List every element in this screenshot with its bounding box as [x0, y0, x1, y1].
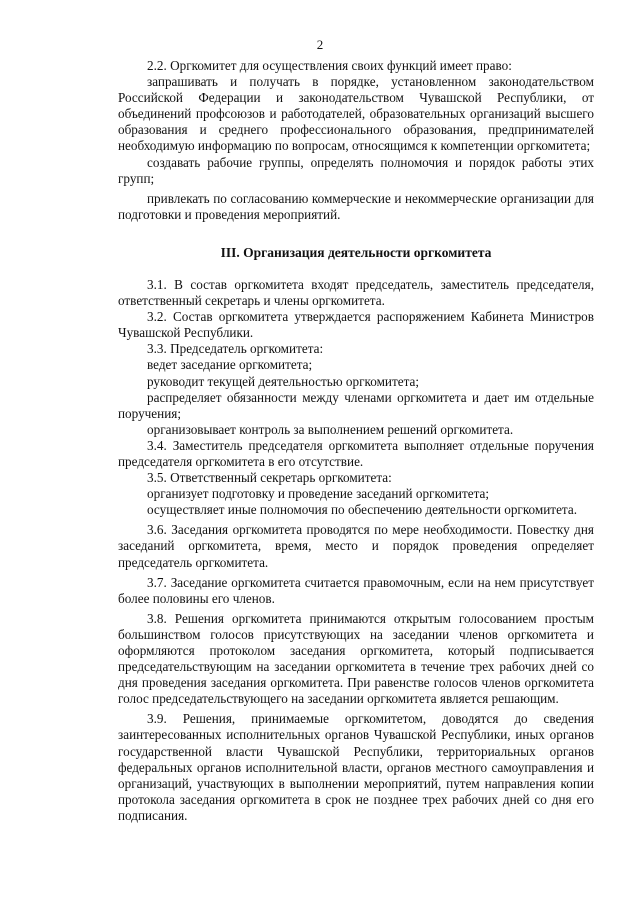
paragraph-3-4: 3.4. Заместитель председателя оргкомитета выполняет отдельные поручения председателя оргкомитета в его отсутствие. — [118, 437, 594, 469]
paragraph-3-5-item: организует подготовку и проведение заседаний оргкомитета; — [147, 486, 490, 502]
paragraph-3-3-item: распределяет обязанности между членами оргкомитета и дает им отдельные поручения; — [118, 389, 594, 421]
paragraph-3-8: 3.8. Решения оргкомитета принимаются открытым голосованием простым большинством голосов присутствующих на заседании членов оргкомитета и оформляются протоколом заседания оргкомитета, который подписывается председательствующим на заседании оргкомитета в течение трех рабочих дней со дня проведения заседания оргкомитета. При равенстве голосов членов оргкомитета голос председательствующего на заседании оргкомитета является решающим. — [118, 610, 594, 707]
paragraph-3-5: 3.5. Ответственный секретарь оргкомитета: — [147, 470, 392, 486]
paragraph-2-2-attract-organizations: привлекать по согласованию коммерческие и некоммерческие организации для подготовки и проведения мероприятий. — [118, 190, 594, 222]
paragraph-3-1: 3.1. В состав оргкомитета входят председатель, заместитель председателя, ответственный секретарь и члены оргкомитета. — [118, 276, 594, 309]
paragraph-2-2: 2.2. Оргкомитет для осуществления своих функций имеет право: — [147, 58, 512, 73]
paragraph-3-6: 3.6. Заседания оргкомитета проводятся по мере необходимости. Повестку дня заседаний оргкомитета, время, место и порядок проведения определяет председатель оргкомитета. — [118, 522, 594, 570]
document-body — [118, 58, 594, 824]
paragraph-2-2-request-info: запрашивать и получать в порядке, установленном законодательством Российской Федерации и законодательством Чувашской Республики, от объединений профсоюзов и работодателей, образовательных организаций высшего образования и среднего профессионального образования, предпринимателей необходимую информацию по вопросам, относящимся к компетенции оргкомитета; — [118, 74, 594, 154]
section-heading: III. Организация деятельности оргкомитета — [220, 244, 492, 260]
paragraph-3-2: 3.2. Состав оргкомитета утверждается распоряжением Кабинета Министров Чувашской Республики. — [118, 309, 594, 341]
paragraph-3-3-item: ведет заседание оргкомитета; — [147, 357, 313, 373]
paragraph-3-3-item: руководит текущей деятельностью оргкомитета; — [147, 373, 420, 389]
page-number: 2 — [316, 37, 324, 52]
paragraph-3-3: 3.3. Председатель оргкомитета: — [147, 341, 324, 357]
paragraph-3-9: 3.9. Решения, принимаемые оргкомитетом, доводятся до сведения заинтересованных исполнительных органов Чувашской Республики, иных органов государственной власти Чувашской Республики, территориальных органов федеральных органов исполнительной власти, органов местного самоуправления и организаций, участвующих в выполнении мероприятий, путем направления копии протокола заседания оргкомитета в срок не позднее трех рабочих дней со дня его подписания. — [118, 711, 594, 823]
paragraph-3-7: 3.7. Заседание оргкомитета считается правомочным, если на нем присутствует более половины его членов. — [118, 574, 594, 606]
paragraph-3-5-item: осуществляет иные полномочия по обеспечению деятельности оргкомитета. — [147, 502, 577, 518]
paragraph-2-2-working-groups: создавать рабочие группы, определять полномочия и порядок работы этих групп; — [118, 154, 594, 186]
paragraph-3-3-item: организовывает контроль за выполнением решений оргкомитета. — [147, 421, 514, 437]
